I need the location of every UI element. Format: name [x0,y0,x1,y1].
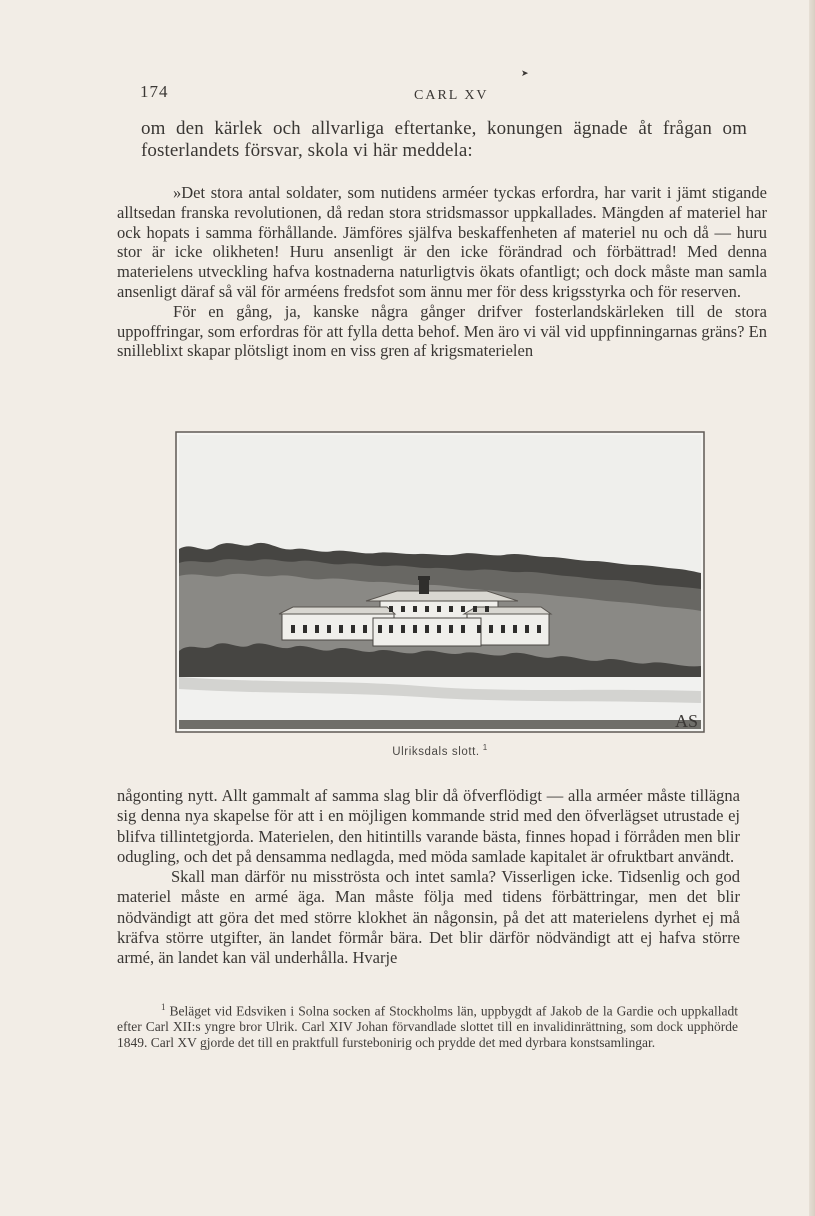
intro-line-1: om den kärlek och allvarliga eftertanke, konungen ägnade åt frågan om [141,118,747,139]
quote-paragraph-2: För en gång, ja, kanske några gånger drifver fosterlandskärleken till de stora uppoffringar, som erfordras för att fylla detta behof. Men äro vi väl vid uppfinningarnas gräns? En snilleblixt skapar plötsligt inom en viss gren af krigsmaterielen [117,301,767,361]
body-paragraph-1: någonting nytt. Allt gammalt af samma slag blir då öfverflödigt — alla arméer måste tillägna sig denna nya skapelse för att i en möjligen kommande strid med den öfverlägset utrustade ej blifva tillintetgjorda. Materielen, den hitintills varande bästa, finnes hopad i förråden men blir odugling, och det på densamma nedlagda, med möda samlade kapitalet är ofruktbart användt. [117,786,740,866]
caption-text: Ulriksdals slott. [392,745,480,758]
page-number: 174 [140,82,169,101]
footnote-mark: 1 [161,1002,166,1012]
header-mark: ➤ [521,68,529,78]
footnote-paragraph [117,1000,738,1051]
running-head: CARL XV [414,88,489,103]
intro-text [141,118,747,162]
footnote-text: Beläget vid Edsviken i Solna socken af Stockholms län, uppbygdt af Jakob de la Gardie och uppkalladt efter Carl XII:s yngre bror Ulrik. Carl XIV Johan förvandlade slottet till en invalidinrättning, som dock upphörde 1849. Carl XV gjorde det till en praktfull furstebonirig och prydde det med dyrbara konstsamlingar. [117,1003,738,1051]
quoted-speech [117,183,767,361]
intro-line-2: fosterlandets försvar, skola vi här meddela: [141,140,473,161]
footnote [117,1000,738,1051]
castle-illustration [175,431,705,733]
page-edge [809,0,815,1216]
castle-image [175,431,705,733]
caption-footnote-mark: 1 [482,743,488,752]
page-header [140,68,700,110]
body-paragraph-2: Skall man därför nu misströsta och intet samla? Visserligen icke. Tidsenlig och god materiel måste en armé äga. Man måste följa med tidens förbättringar, men det blir nödvändigt att göra det med större klokhet än någonsin, på det att materielens dyrhet ej må kräfva större utgifter, än landet förmår bära. Det blir därför nödvändigt att ej hafva större armé, än landet kan väl underhålla. Hvarje [117,867,740,968]
figure-caption [175,743,705,758]
quote-paragraph-1: »Det stora antal soldater, som nutidens arméer tyckas erfordra, har varit i jämt stigande alltsedan franska revolutionen, då redan stora stridsmassor uppkallades. Mängden af materiel har ock hopats i samma förhållande. Jämföres själfva beskaffenheten af materiel nu och då — huru stor är icke olikheten! Huru ansenligt är den icke förändrad och förbättrad! Med denna materielens utveckling hafva kostnaderna naturligtvis ökats ofantligt; och dock måste man samla ansenligt däraf så väl för arméens fredsfot som ännu mer för dess krigsstyrka och för reserven. [117,183,767,301]
main-body-text [117,786,740,969]
illustration-signature: AS [675,711,699,731]
